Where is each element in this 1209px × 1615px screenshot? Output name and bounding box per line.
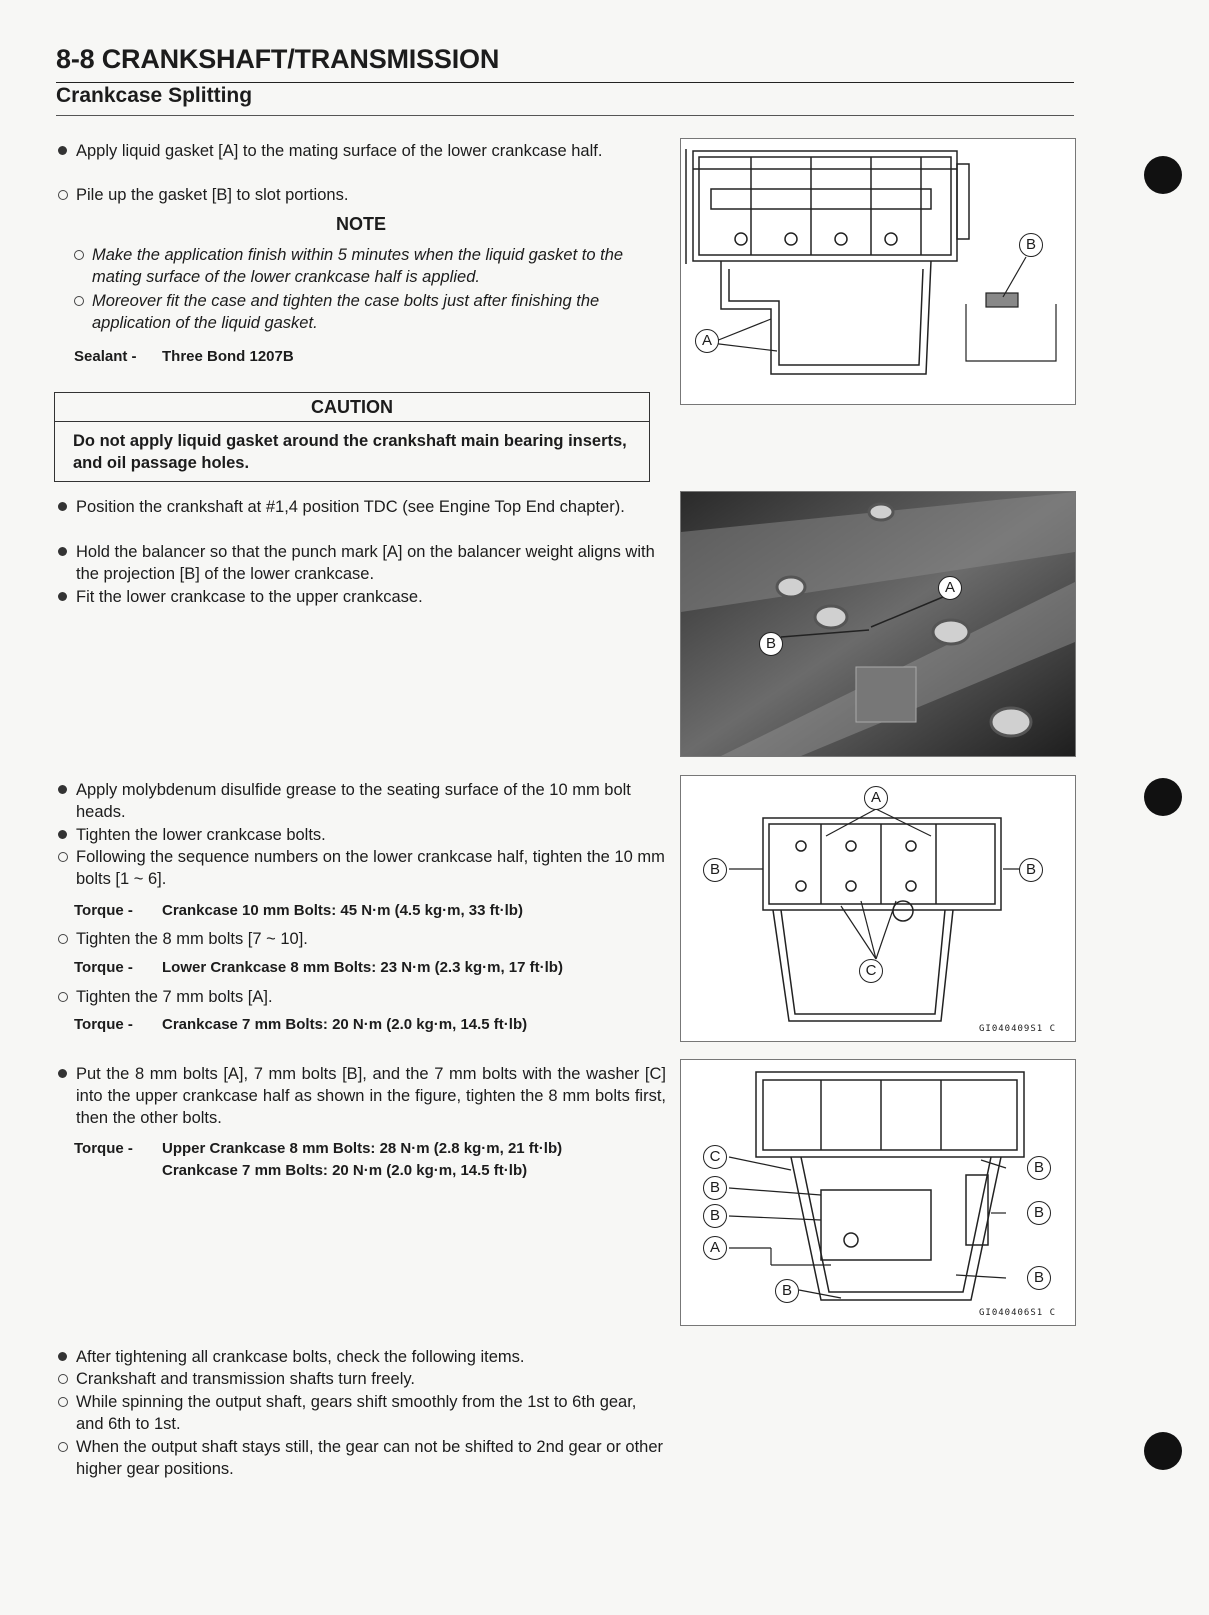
spec-key: Torque - <box>74 1140 133 1157</box>
torque-spec <box>74 1138 562 1160</box>
bullet-text: Tighten the 8 mm bolts [7 ~ 10]. <box>76 930 308 948</box>
bullet-text: Put the 8 mm bolts [A], 7 mm bolts [B], and the 7 mm bolts with the washer [C] into the upper crankcase half as shown in the figure, tighten the 8 mm bolts first, then the other bolts. <box>76 1065 666 1127</box>
note-item <box>72 290 666 334</box>
bullet-text: Hold the balancer so that the punch mark [A] on the balancer weight aligns with the projection [B] of the lower crankcase. <box>76 543 655 583</box>
torque-spec <box>74 957 563 979</box>
list-item <box>56 1063 666 1129</box>
spec-value: Lower Crankcase 8 mm Bolts: 23 N·m (2.3 kg·m, 17 ft·lb) <box>162 959 563 976</box>
caution-text: Do not apply liquid gasket around the crankshaft main bearing inserts, and oil passage holes. <box>73 432 627 472</box>
figure-lower-crankcase <box>680 775 1076 1042</box>
callout-b: B <box>703 858 727 882</box>
caution-heading: CAUTION <box>55 393 649 422</box>
torque-spec <box>162 1160 527 1182</box>
callout-c: C <box>859 959 883 983</box>
callout-b: B <box>703 1204 727 1228</box>
spec-key: Torque - <box>74 902 133 919</box>
spec-key: Sealant - <box>74 348 137 365</box>
list-item <box>56 779 666 823</box>
figure-code: GI040409S1 C <box>979 1024 1057 1034</box>
list-item <box>56 184 666 206</box>
list-item <box>56 986 666 1008</box>
list-item <box>56 496 666 518</box>
bullet-text: Apply molybdenum disulfide grease to the seating surface of the 10 mm bolt heads. <box>76 781 631 821</box>
callout-b: B <box>703 1176 727 1200</box>
bullet-text: Pile up the gasket [B] to slot portions. <box>76 186 349 204</box>
bullet-text: Following the sequence numbers on the lower crankcase half, tighten the 10 mm bolts [1 ~ 6]. <box>76 848 665 888</box>
bullet-text: Tighten the lower crankcase bolts. <box>76 826 326 844</box>
note-heading: NOTE <box>335 214 386 234</box>
spec-value: Crankcase 10 mm Bolts: 45 N·m (4.5 kg·m, 33 ft·lb) <box>162 902 523 919</box>
spec-value: Crankcase 7 mm Bolts: 20 N·m (2.0 kg·m, 14.5 ft·lb) <box>162 1162 528 1179</box>
spec-value: Crankcase 7 mm Bolts: 20 N·m (2.0 kg·m, 14.5 ft·lb) <box>162 1016 528 1033</box>
binder-hole-icon <box>1144 156 1182 194</box>
note-text: Make the application finish within 5 minutes when the liquid gasket to the mating surface of the lower crankcase half is applied. <box>92 246 624 286</box>
bullet-text: Tighten the 7 mm bolts [A]. <box>76 988 273 1006</box>
binder-hole-icon <box>1144 778 1182 816</box>
figure-gasket-application <box>680 138 1076 405</box>
bullet-text: Apply liquid gasket [A] to the mating surface of the lower crankcase half. <box>76 142 603 160</box>
callout-b: B <box>1019 233 1043 257</box>
callout-a: A <box>703 1236 727 1260</box>
subtitle-rule <box>56 115 1074 116</box>
callout-a: A <box>864 786 888 810</box>
sealant-spec <box>74 346 294 368</box>
list-item <box>56 541 666 585</box>
spec-value: Three Bond 1207B <box>162 348 294 365</box>
crankcase-drawing <box>681 139 1075 404</box>
upper-crankcase-drawing <box>681 1060 1075 1325</box>
spec-key: Torque - <box>74 959 133 976</box>
callout-b: B <box>759 632 783 656</box>
callout-a: A <box>695 329 719 353</box>
spec-value: Upper Crankcase 8 mm Bolts: 28 N·m (2.8 kg·m, 21 ft·lb) <box>162 1140 563 1157</box>
list-item <box>56 1346 666 1368</box>
callout-b: B <box>775 1279 799 1303</box>
bullet-text: When the output shaft stays still, the gear can not be shifted to 2nd gear or other higher gear positions. <box>76 1438 664 1478</box>
torque-spec <box>74 1014 527 1036</box>
list-item <box>56 1391 666 1435</box>
list-item <box>56 1436 666 1480</box>
list-item <box>56 824 666 846</box>
figure-code: GI040406S1 C <box>979 1308 1057 1318</box>
binder-hole-icon <box>1144 1432 1182 1470</box>
callout-b: B <box>1027 1201 1051 1225</box>
figure-upper-crankcase <box>680 1059 1076 1326</box>
page-title: 8-8 CRANKSHAFT/TRANSMISSION <box>56 44 500 74</box>
note-item <box>72 244 666 288</box>
list-item <box>56 928 666 950</box>
section-subtitle: Crankcase Splitting <box>56 84 253 107</box>
torque-spec <box>74 900 523 922</box>
spec-key: Torque - <box>74 1016 133 1033</box>
photo-illustration <box>681 492 1075 756</box>
bullet-text: Fit the lower crankcase to the upper crankcase. <box>76 588 423 606</box>
callout-a: A <box>938 576 962 600</box>
figure-balancer-photo <box>680 491 1076 757</box>
note-text: Moreover fit the case and tighten the case bolts just after finishing the application of the liquid gasket. <box>92 292 600 332</box>
callout-b: B <box>1019 858 1043 882</box>
bullet-text: Crankshaft and transmission shafts turn freely. <box>76 1370 416 1388</box>
list-item <box>56 846 666 890</box>
callout-c: C <box>703 1145 727 1169</box>
bullet-text: Position the crankshaft at #1,4 position TDC (see Engine Top End chapter). <box>76 498 625 516</box>
lower-crankcase-drawing <box>681 776 1075 1041</box>
bullet-text: While spinning the output shaft, gears shift smoothly from the 1st to 6th gear, and 6th to 1st. <box>76 1393 637 1433</box>
callout-b: B <box>1027 1156 1051 1180</box>
caution-box <box>54 392 650 482</box>
bullet-text: After tightening all crankcase bolts, check the following items. <box>76 1348 525 1366</box>
callout-b: B <box>1027 1266 1051 1290</box>
title-rule <box>56 82 1074 83</box>
list-item <box>56 1368 666 1390</box>
list-item <box>56 586 666 608</box>
list-item <box>56 140 666 162</box>
